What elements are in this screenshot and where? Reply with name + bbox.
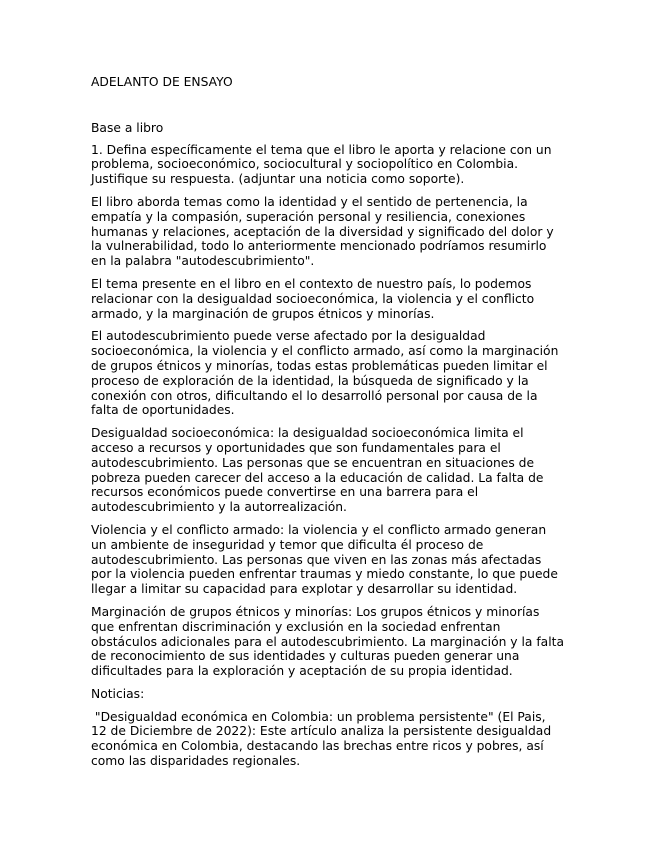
paragraph-book-themes: El libro aborda temas como la identidad y el sentido de pertenencia, la empatía y la compasión, superación personal y resiliencia, conexiones humanas y relaciones, aceptación de la diversidad y significado del dolor y la vulnerabilidad, todo lo anteriormente mencionado podríamos resumirlo en la palabra "autodescubrimiento". <box>91 194 554 269</box>
paragraph-inequality: Desigualdad socioeconómica: la desigualdad socioeconómica limita el acceso a recursos y oportunidades que son fundamentales para el autodescubrimiento. Las personas que se encuentran en situaciones de pobreza pueden carecer del acceso a la educación de calidad. La falta de recursos económicos puede convertirse en una barrera para el autodescubrimiento y la autorrealización. <box>91 426 544 515</box>
document-body <box>91 75 565 777</box>
paragraph-violence: Violencia y el conflicto armado: la violencia y el conflicto armado generan un ambiente de inseguridad y temor que dificulta él proceso de autodescubrimiento. Las personas que viven en las zonas más afectadas por la violencia pueden enfrentar traumas y miedo constante, lo que puede llegar a limitar su capacidad para explotar y desarrollar su identidad. <box>91 522 558 597</box>
news-label: Noticias: <box>91 686 145 701</box>
paragraph-country-context: El tema presente en el libro en el contexto de nuestro país, lo podemos relacionar con la desigualdad socioeconómica, la violencia y el conflicto armado, y la marginación de grupos étnicos y minorías. <box>91 276 535 321</box>
question-paragraph: 1. Defina específicamente el tema que el libro le aporta y relacione con un problema, socioeconómico, sociocultural y sociopolítico en Colombia. Justifique su respuesta. (adjuntar una noticia como soporte). <box>91 142 552 187</box>
news-item: "Desigualdad económica en Colombia: un problema persistente" (El Pais, 12 de Diciembre de 2022): Este artículo analiza la persistente desigualdad económica en Colombia, destacando las brechas entre ricos y pobres, así como las disparidades regionales. <box>91 709 556 769</box>
document-title: ADELANTO DE ENSAYO <box>91 75 233 89</box>
paragraph-self-discovery: El autodescubrimiento puede verse afectado por la desigualdad socioeconómica, la violencia y el conflicto armado, así como la marginación de grupos étnicos y minorías, todas estas problemáticas pueden limitar el proceso de exploración de la identidad, la búsqueda de significado y la conexión con otros, dificultando el lo desarrolló personal por causa de la falta de oportunidades. <box>91 329 559 418</box>
document-subtitle: Base a libro <box>91 120 164 135</box>
paragraph-marginalization: Marginación de grupos étnicos y minorías: Los grupos étnicos y minorías que enfrentan discriminación y exclusión en la sociedad enfrentan obstáculos adicionales para el autodescubrimiento. La marginación y la falta de reconocimiento de sus identidades y culturas pueden generar una dificultades para la exploración y aceptación de su propia identidad. <box>91 604 564 679</box>
